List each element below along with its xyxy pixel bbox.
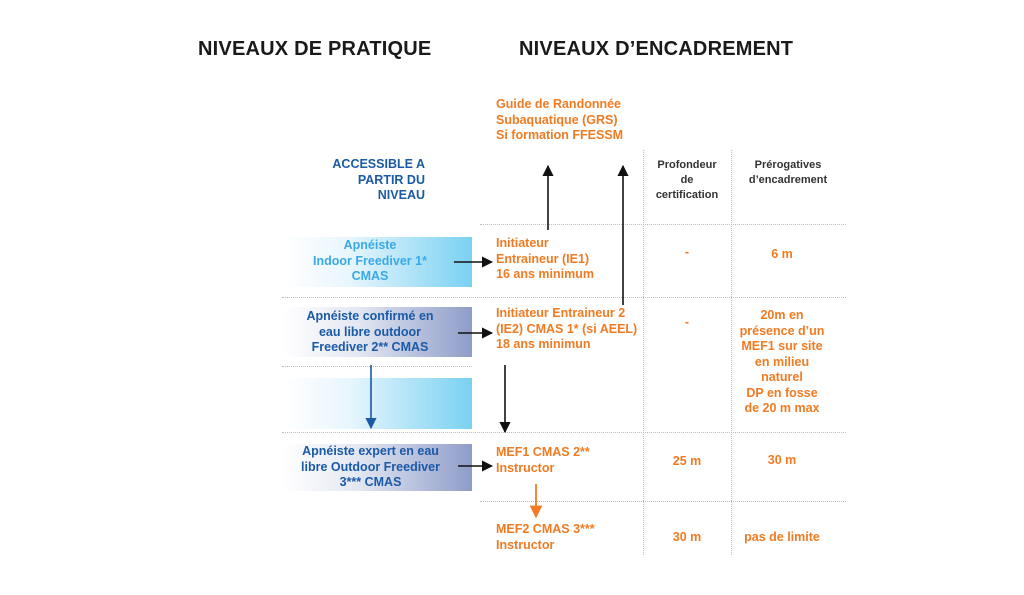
mef2-line2: Instructor [496,537,555,552]
practice-level-1-line3: CMAS [351,269,389,283]
depth-ie2: - [684,315,690,329]
prerogative-ie2-line1: 20m en [760,308,804,322]
accessible-label-line1: ACCESSIBLE A [332,157,425,171]
practice-level-3-line3: 3*** CMAS [339,475,402,489]
ie1-line1: Initiateur [496,236,549,250]
prerogative-ie2-line2: présence d’un [739,323,825,338]
grs-note-line2: Subaquatique (GRS) [496,112,618,127]
depth-header-line1: Profondeur [657,159,717,171]
supervision-levels-heading: NIVEAUX D’ENCADREMENT [519,38,794,60]
ie2-line1: Initiateur Entraineur 2 [496,306,626,320]
ie1-line3: 16 ans minimum [496,267,594,281]
mef2-line1: MEF2 CMAS 3*** [496,522,595,536]
grs-note-line3: Si formation FFESSM [496,128,624,142]
practice-level-3-line1: Apnéiste expert en eau [302,444,439,458]
mef1-line1: MEF1 CMAS 2** [496,445,590,459]
ie2-line3: 18 ans minimun [496,337,591,351]
ie1-line2: Entraineur (IE1) [496,251,590,266]
grs-note-line1: Guide de Randonnée [496,97,622,111]
practice-level-2-line1: Apnéiste confirmé en [306,309,434,323]
ie2-line2: (IE2) CMAS 1* (si AEEL) [496,321,638,336]
prerogatives-header-line2: d’encadrement [748,174,828,186]
prerogative-ie2-line5: naturel [761,370,803,384]
prerogative-ie2-line7: de 20 m max [744,401,820,415]
depth-header-line2: de [680,174,694,186]
prerogative-ie2-line3: MEF1 sur site [741,339,823,353]
prerogative-ie1: 6 m [771,247,793,261]
prerogative-mef2: pas de limite [744,530,820,544]
practice-level-1-line1: Apnéiste [343,238,397,252]
practice-levels-heading: NIVEAUX DE PRATIQUE [198,38,432,60]
practice-level-3-line2: libre Outdoor Freediver [301,459,440,474]
prerogative-ie2-line6: DP en fosse [746,385,818,400]
depth-ie1: - [684,245,690,259]
practice-level-1-line2: Indoor Freediver 1* [313,253,427,268]
prerogative-ie2-line4: en milieu [754,354,810,369]
mef1-line2: Instructor [496,460,555,475]
depth-mef2: 30 m [672,530,702,544]
accessible-label-line2: PARTIR DU [357,172,425,187]
depth-mef1: 25 m [672,454,702,468]
practice-level-2-line2: eau libre outdoor [318,324,422,339]
prerogative-mef1: 30 m [767,453,797,467]
accessible-label-line3: NIVEAU [377,188,425,202]
practice-level-2-line3: Freediver 2** CMAS [311,340,429,354]
prerogatives-header-line1: Prérogatives [754,159,822,171]
depth-header-line3: certification [655,189,719,201]
